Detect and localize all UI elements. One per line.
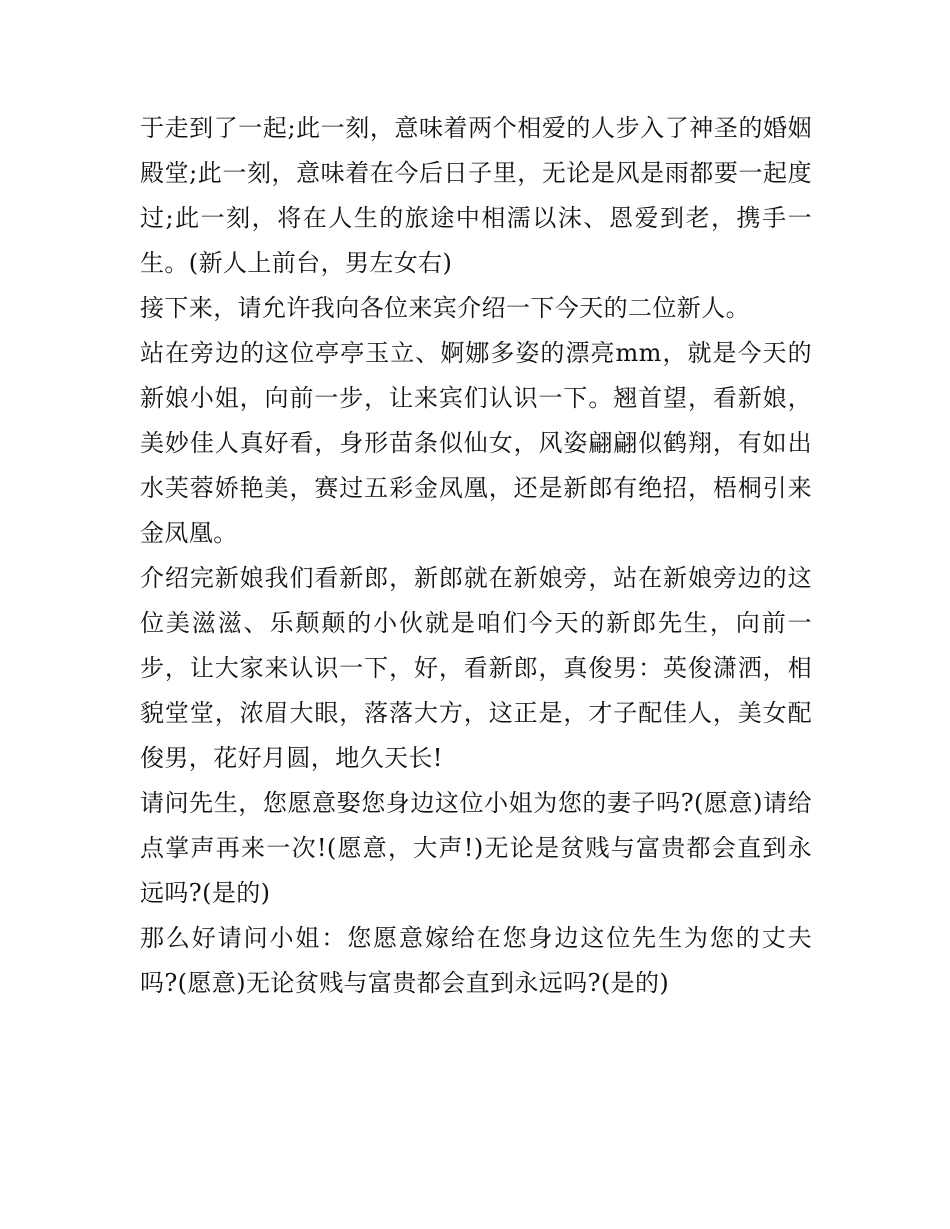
document-body [140, 106, 812, 1006]
paragraph-wedding-moment: 于走到了一起;此一刻，意味着两个相爱的人步入了神圣的婚姻殿堂;此一刻，意味着在今后日子里，无论是风是雨都要一起度过;此一刻，将在人生的旅途中相濡以沫、恩爱到老，携手一生。(新人上前台，男左女右) [140, 114, 812, 277]
paragraph-bride-vow: 那么好请问小姐：您愿意嫁给在您身边这位先生为您的丈夫吗?(愿意)无论贫贱与富贵都会直到永远吗?(是的) [140, 924, 812, 997]
paragraph-groom-vow: 请问先生，您愿意娶您身边这位小姐为您的妻子吗?(愿意)请给点掌声再来一次!(愿意，大声!)无论是贫贱与富贵都会直到永远吗?(是的) [140, 789, 812, 907]
paragraph-groom: 介绍完新娘我们看新郎，新郎就在新娘旁，站在新娘旁边的这位美滋滋、乐颠颠的小伙就是咱们今天的新郎先生，向前一步，让大家来认识一下，好，看新郎，真俊男：英俊潇洒，相貌堂堂，浓眉大眼，落落大方，这正是，才子配佳人，美女配俊男，花好月圆，地久天长! [140, 564, 812, 772]
paragraph-bride: 站在旁边的这位亭亭玉立、婀娜多姿的漂亮mm，就是今天的新娘小姐，向前一步，让来宾们认识一下。翘首望，看新娘，美妙佳人真好看，身形苗条似仙女，风姿翩翩似鹤翔，有如出水芙蓉娇艳美，赛过五彩金凤凰，还是新郎有绝招，梧桐引来金凤凰。 [140, 339, 812, 547]
paragraph-introduction: 接下来，请允许我向各位来宾介绍一下今天的二位新人。 [140, 294, 750, 322]
